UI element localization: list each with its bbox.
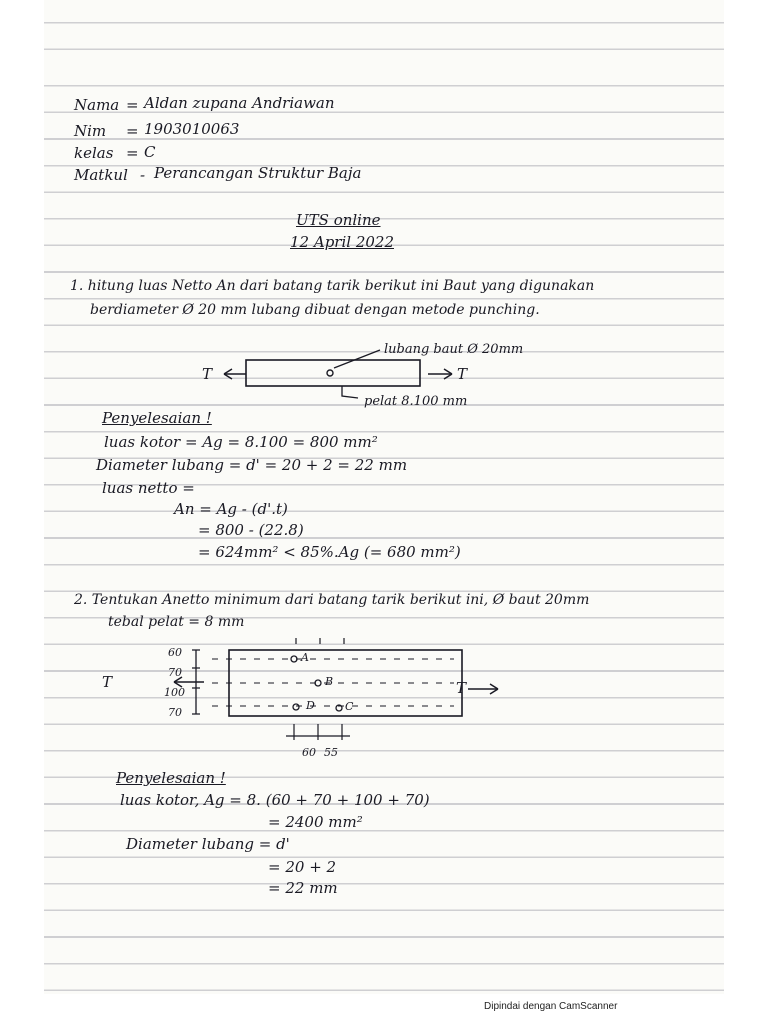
top-ticks [296, 638, 344, 644]
name-eq: = [126, 96, 139, 114]
nim-value: 1903010063 [144, 120, 240, 138]
plate-leader [342, 386, 358, 398]
q2-text-line2: tebal pelat = 8 mm [108, 614, 245, 630]
bolt-hole [327, 370, 333, 376]
exam-title: UTS online [296, 211, 381, 229]
bottom-dimension [286, 724, 350, 740]
q2-solution-line5: = 22 mm [268, 879, 338, 897]
matkul-label: Matkul [74, 166, 128, 184]
q2-spacing-2: 70 [168, 666, 182, 679]
q1-solution-line2: Diameter lubang = d' = 20 + 2 = 22 mm [96, 456, 408, 474]
q2-bottom-dim-2: 55 [324, 746, 338, 759]
q1-hole-label: lubang baut Ø 20mm [384, 342, 524, 357]
q1-solution-line6: = 624mm² < 85%.Ag (= 680 mm²) [198, 543, 461, 561]
notebook-page [44, 0, 724, 994]
q2-left-force: T [102, 673, 113, 691]
exam-date: 12 April 2022 [290, 233, 394, 251]
q2-point-d: D [306, 699, 315, 712]
q1-solution-line4: An = Ag - (d'.t) [174, 500, 288, 518]
q2-point-b: B [325, 675, 334, 688]
q2-right-force: T [456, 679, 467, 697]
kelas-eq: = [126, 144, 139, 162]
kelas-value: C [144, 143, 156, 161]
q2-solution-heading: Penyelesaian ! [116, 769, 226, 787]
q1-solution-line5: = 800 - (22.8) [198, 521, 304, 539]
q2-text-line1: 2. Tentukan Anetto minimum dari batang tarik berikut ini, Ø baut 20mm [74, 592, 590, 608]
q2-point-a: A [301, 651, 309, 664]
q2-spacing-4: 70 [168, 706, 182, 719]
bolt-d [293, 704, 299, 710]
q2-spacing-3: 100 [164, 686, 185, 699]
name-value: Aldan zupana Andriawan [144, 94, 335, 112]
hole-leader [334, 350, 380, 368]
matkul-value: Perancangan Struktur Baja [154, 164, 362, 182]
q2-solution-line3: Diameter lubang = d' [126, 835, 290, 853]
q2-solution-line2: = 2400 mm² [268, 813, 363, 831]
q1-solution-heading: Penyelesaian ! [102, 409, 212, 427]
q2-point-c: C [345, 700, 354, 713]
q1-plate-label: pelat 8.100 mm [364, 394, 468, 409]
q1-right-force: T [457, 365, 468, 383]
q1-left-force: T [202, 365, 213, 383]
q1-solution-line3: luas netto = [102, 479, 195, 497]
q1-text-line1: 1. hitung luas Netto An dari batang tarik berikut ini Baut yang digunakan [70, 278, 595, 294]
nim-eq: = [126, 122, 139, 140]
matkul-eq: - [140, 166, 146, 184]
kelas-label: kelas [74, 144, 114, 162]
q1-text-line2: berdiameter Ø 20 mm lubang dibuat dengan metode punching. [90, 302, 540, 318]
name-label: Nama [74, 96, 120, 114]
scanner-watermark: Dipindai dengan CamScanner [484, 1001, 618, 1012]
q2-solution-line1: luas kotor, Ag = 8. (60 + 70 + 100 + 70) [120, 791, 430, 809]
q2-solution-line4: = 20 + 2 [268, 858, 337, 876]
nim-label: Nim [74, 122, 107, 140]
q2-bottom-dim-1: 60 [302, 746, 316, 759]
q2-spacing-1: 60 [168, 646, 182, 659]
q1-solution-line1: luas kotor = Ag = 8.100 = 800 mm² [104, 433, 378, 451]
